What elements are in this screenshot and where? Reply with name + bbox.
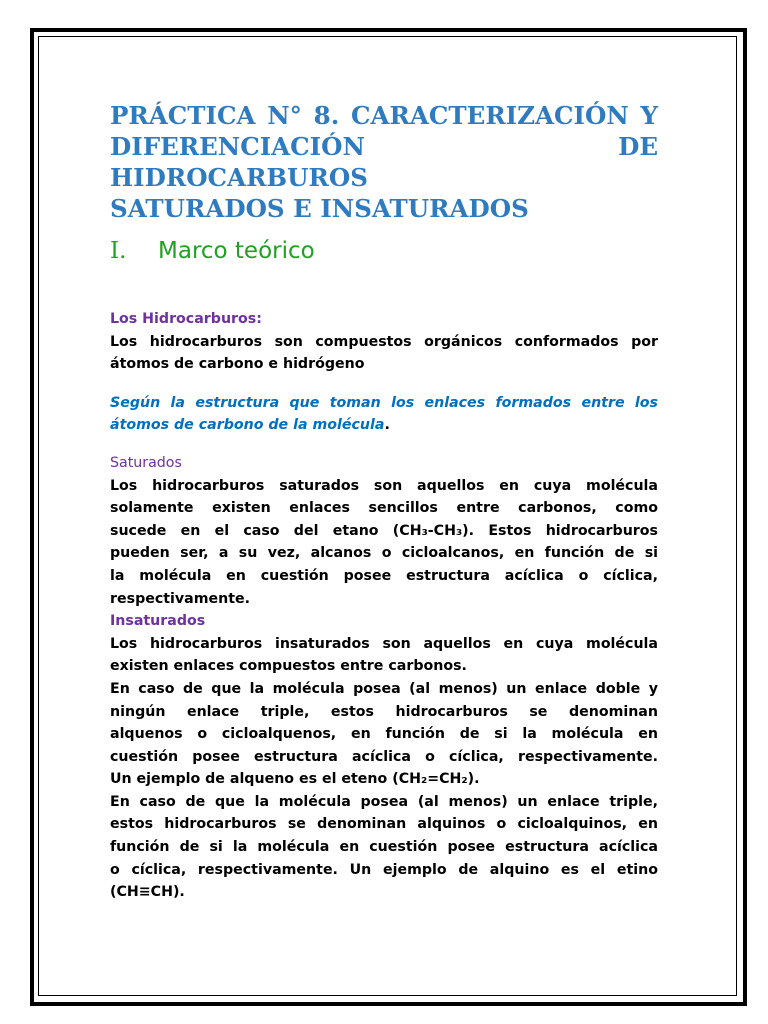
saturados-line: sucede en el caso del etano (CH₃-CH₃). Estos hidrocarburos	[110, 522, 658, 539]
insaturados-line: o cíclica, respectivamente. Un ejemplo de alquino es el etino	[110, 861, 658, 878]
section-label: Marco teórico	[158, 238, 315, 264]
insaturados-line: estos hidrocarburos se denominan alquinos o cicloalquinos, en	[110, 816, 658, 833]
hidrocarburos-line-1: Los hidrocarburos son compuestos orgánicos conformados por	[110, 333, 658, 350]
hidrocarburos-line-2: átomos de carbono e hidrógeno	[110, 356, 365, 373]
title-line-1: PRÁCTICA N° 8. CARACTERIZACIÓN Y	[110, 101, 658, 130]
insaturados-heading: Insaturados	[110, 613, 206, 630]
insaturados-line: función de si la molécula en cuestión posee estructura acíclica	[110, 839, 658, 856]
insaturados-line: (CH≡CH).	[110, 884, 185, 901]
saturados-line: solamente existen enlaces sencillos entre carbonos, como	[110, 500, 658, 517]
saturados-heading: Saturados	[110, 454, 182, 471]
saturados-line: respectivamente.	[110, 590, 251, 607]
saturados-line: Los hidrocarburos saturados son aquellos en cuya molécula	[110, 477, 658, 494]
hidrocarburos-paragraph	[110, 331, 658, 376]
insaturados-line: ningún enlace triple, estos hidrocarburos se denominan	[110, 703, 658, 720]
insaturados-line: En caso de que la molécula posea (al menos) un enlace doble y	[110, 680, 658, 697]
saturados-line: la molécula en cuestión posee estructura acíclica o cíclica,	[110, 567, 658, 584]
section-number: I.	[110, 238, 127, 264]
section-heading	[110, 238, 658, 264]
insaturados-line: alquenos o cicloalquenos, en función de si la molécula en	[110, 726, 658, 743]
hidrocarburos-heading: Los Hidrocarburos:	[110, 311, 262, 327]
segun-period: .	[384, 417, 390, 434]
insaturados-line: Los hidrocarburos insaturados son aquellos en cuya molécula	[110, 635, 658, 652]
segun-paragraph	[110, 392, 658, 437]
insaturados-paragraph	[110, 633, 658, 904]
document-body	[110, 100, 658, 904]
insaturados-line: En caso de que la molécula posea (al menos) un enlace triple,	[110, 793, 658, 810]
segun-line-1: Según la estructura que toman los enlaces formados entre los	[110, 394, 658, 411]
document-title	[110, 100, 658, 224]
insaturados-line: Un ejemplo de alqueno es el eteno (CH₂=CH₂).	[110, 771, 480, 788]
segun-line-2: átomos de carbono de la molécula	[110, 417, 385, 434]
saturados-line: pueden ser, a su vez, alcanos o cicloalcanos, en función de si	[110, 545, 658, 562]
title-line-3: SATURADOS E INSATURADOS	[110, 194, 529, 223]
saturados-paragraph	[110, 475, 658, 611]
insaturados-line: existen enlaces compuestos entre carbonos.	[110, 658, 467, 675]
title-line-2: DIFERENCIACIÓN DE HIDROCARBUROS	[110, 132, 658, 192]
insaturados-line: cuestión posee estructura acíclica o cíclica, respectivamente.	[110, 748, 658, 765]
